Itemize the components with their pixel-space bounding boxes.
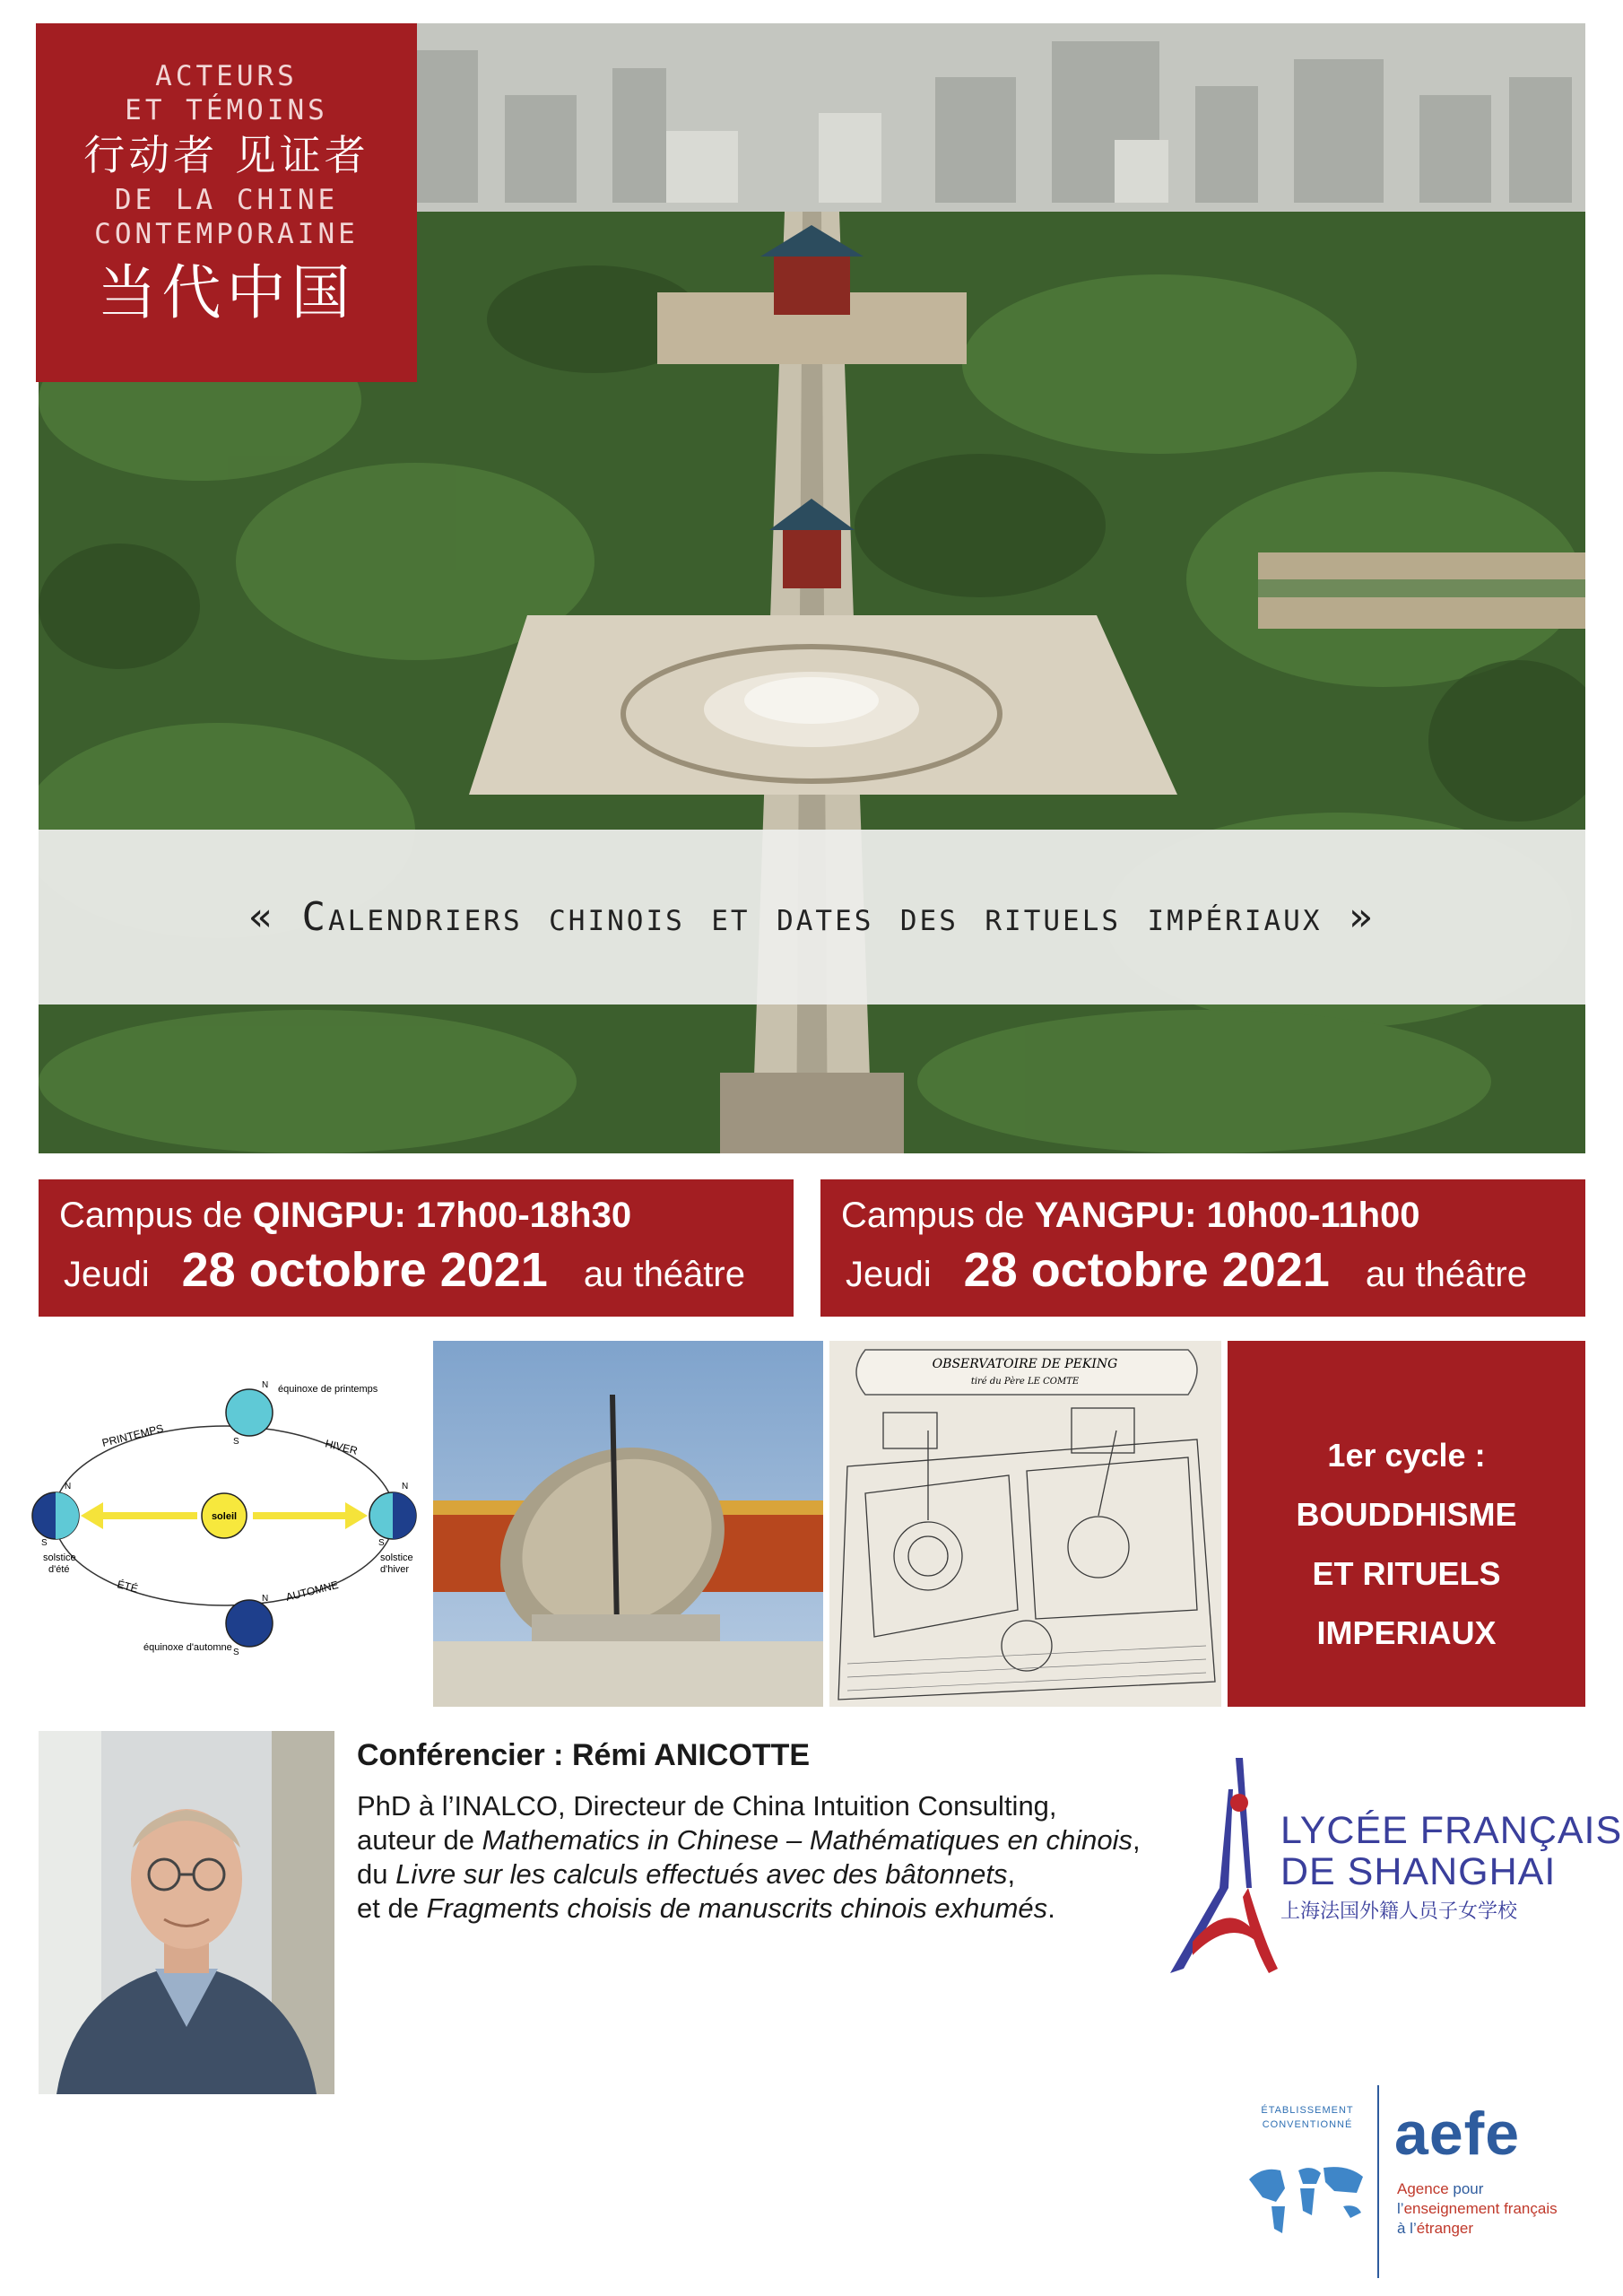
earth-autumn-icon	[226, 1600, 273, 1647]
lecture-title-banner	[39, 830, 1585, 1004]
bio-text: et de	[357, 1892, 427, 1924]
lycee-name-cjk: 上海法国外籍人员子女学校	[1280, 1900, 1518, 1922]
session-yangpu	[820, 1179, 1585, 1317]
session-date-line	[846, 1242, 1527, 1298]
arrow-left-icon	[81, 1502, 103, 1529]
series-latin-2: ET TÉMOINS	[125, 94, 328, 126]
lycee-francais-logo	[1166, 1753, 1623, 1982]
session-campus-line	[59, 1196, 631, 1236]
label-ete: ÉTÉ	[116, 1578, 140, 1596]
campus-name: QINGPU: 17h00-18h30	[252, 1196, 632, 1235]
label-equinoxe-printemps: équinoxe de printemps	[278, 1384, 378, 1395]
session-venue: au théâtre	[1365, 1255, 1527, 1294]
label-s-spring: S	[233, 1437, 239, 1447]
aefe-sub-text: à l’	[1397, 2220, 1417, 2237]
aefe-sub-text-red: étranger	[1416, 2220, 1474, 2237]
label-automne: AUTOMNE	[284, 1578, 340, 1604]
session-day: Jeudi	[64, 1255, 150, 1294]
cycle-box	[1228, 1341, 1585, 1707]
session-date: 28 octobre 2021	[963, 1243, 1330, 1297]
sun-label: soleil	[211, 1511, 238, 1522]
book-title-mathematics: Mathematics in Chinese – Mathématiques en chinois	[482, 1824, 1133, 1856]
label-s-autumn: S	[233, 1648, 239, 1657]
earth-summer-lit-icon	[56, 1492, 79, 1539]
label-solstice-ete-1: solstice	[43, 1552, 76, 1563]
series-cjk-1: 行动者 见证者	[83, 131, 369, 179]
world-map-icon	[1245, 2157, 1370, 2238]
label-s-summer: S	[41, 1538, 48, 1548]
session-qingpu	[39, 1179, 794, 1317]
series-cjk-2: 当代中国	[97, 258, 356, 327]
aefe-divider	[1377, 2085, 1379, 2278]
bio-text: ,	[1133, 1824, 1141, 1856]
series-latin-4: CONTEMPORAINE	[94, 218, 359, 250]
aefe-sub-text: pour	[1448, 2180, 1484, 2197]
sundial-illustration	[433, 1341, 823, 1707]
engraving-title: OBSERVATOIRE DE PEKING	[932, 1357, 1118, 1371]
label-n-spring: N	[262, 1380, 269, 1390]
label-equinoxe-automne: équinoxe d'automne	[143, 1642, 232, 1653]
tower-logo-icon	[1166, 1753, 1282, 1982]
bio-text: ,	[1007, 1858, 1016, 1890]
earth-winter-dark-icon	[393, 1492, 416, 1539]
label-hiver: HIVER	[324, 1437, 360, 1457]
session-date-line	[64, 1242, 745, 1298]
speaker-bio	[357, 1789, 1164, 1926]
label-solstice-ete-2: d'été	[48, 1564, 70, 1575]
engraving-illustration	[829, 1341, 1221, 1707]
campus-prefix: Campus de	[59, 1196, 243, 1235]
aefe-sub-line-3	[1397, 2219, 1558, 2239]
aefe-etab-line-1: ÉTABLISSEMENT	[1261, 2105, 1354, 2116]
label-n-summer: N	[65, 1482, 72, 1492]
label-solstice-hiver-2: d'hiver	[380, 1564, 410, 1575]
series-latin-1: ACTEURS	[155, 60, 298, 92]
cycle-label: 1er cycle :	[1327, 1437, 1486, 1474]
campus-prefix: Campus de	[841, 1196, 1025, 1235]
book-title-fragments: Fragments choisis de manuscrits chinois exhumés	[426, 1892, 1048, 1924]
label-n-winter: N	[402, 1482, 409, 1492]
session-date: 28 octobre 2021	[181, 1243, 548, 1297]
speaker-portrait	[39, 1731, 334, 2094]
lycee-name-2: DE SHANGHAI	[1280, 1850, 1557, 1893]
bio-line-4	[357, 1892, 1164, 1926]
cycle-line-2: ET RITUELS	[1312, 1555, 1501, 1592]
label-s-winter: S	[378, 1538, 385, 1548]
seasons-orbit-diagram	[18, 1341, 421, 1691]
bio-line-2	[357, 1823, 1164, 1857]
sundial-photo	[433, 1341, 823, 1707]
campus-name: YANGPU: 10h00-11h00	[1034, 1196, 1420, 1235]
bio-text: auteur de	[357, 1824, 482, 1856]
lecture-title: « Calendriers chinois et dates des rituels impériaux »	[248, 894, 1376, 940]
aefe-sub-line-1	[1397, 2179, 1558, 2199]
series-title-box	[36, 23, 417, 382]
cycle-line-3: IMPERIAUX	[1316, 1614, 1497, 1651]
arrow-right-icon	[345, 1502, 368, 1529]
bio-line-3	[357, 1857, 1164, 1892]
session-venue: au théâtre	[583, 1255, 745, 1294]
cycle-line-1: BOUDDHISME	[1296, 1496, 1517, 1533]
aefe-name: aefe	[1394, 2100, 1521, 2168]
speaker-photo	[39, 1731, 334, 2094]
lycee-name-1: LYCÉE FRANÇAIS	[1280, 1809, 1623, 1852]
aefe-logo	[1236, 2076, 1594, 2292]
speaker-block	[357, 1735, 1164, 1926]
aefe-sub-line-2	[1397, 2199, 1558, 2219]
aefe-etablissement	[1254, 2103, 1361, 2132]
aefe-sub-text-red: enseignement français	[1403, 2200, 1558, 2217]
earth-spring-icon	[226, 1389, 273, 1436]
label-solstice-hiver-1: solstice	[380, 1552, 413, 1563]
bio-text: .	[1047, 1892, 1055, 1924]
aefe-sub-text-red: Agence	[1397, 2180, 1449, 2197]
series-latin-3: DE LA CHINE	[114, 184, 339, 216]
peking-observatory-engraving	[829, 1341, 1221, 1707]
label-printemps: PRINTEMPS	[100, 1422, 165, 1449]
aefe-sub-text: l’	[1397, 2200, 1404, 2217]
engraving-subtitle: tiré du Père LE COMTE	[970, 1377, 1080, 1387]
aefe-etab-line-2: CONVENTIONNÉ	[1262, 2119, 1353, 2130]
speaker-name: Conférencier : Rémi ANICOTTE	[357, 1738, 811, 1772]
session-campus-line	[841, 1196, 1420, 1236]
bio-line-1: PhD à l’INALCO, Directeur de China Intuition Consulting,	[357, 1790, 1057, 1822]
label-n-autumn: N	[262, 1594, 269, 1604]
aefe-subtitle	[1397, 2179, 1558, 2239]
session-day: Jeudi	[846, 1255, 932, 1294]
bio-text: du	[357, 1858, 396, 1890]
book-title-batonnets: Livre sur les calculs effectués avec des bâtonnets	[395, 1858, 1008, 1890]
